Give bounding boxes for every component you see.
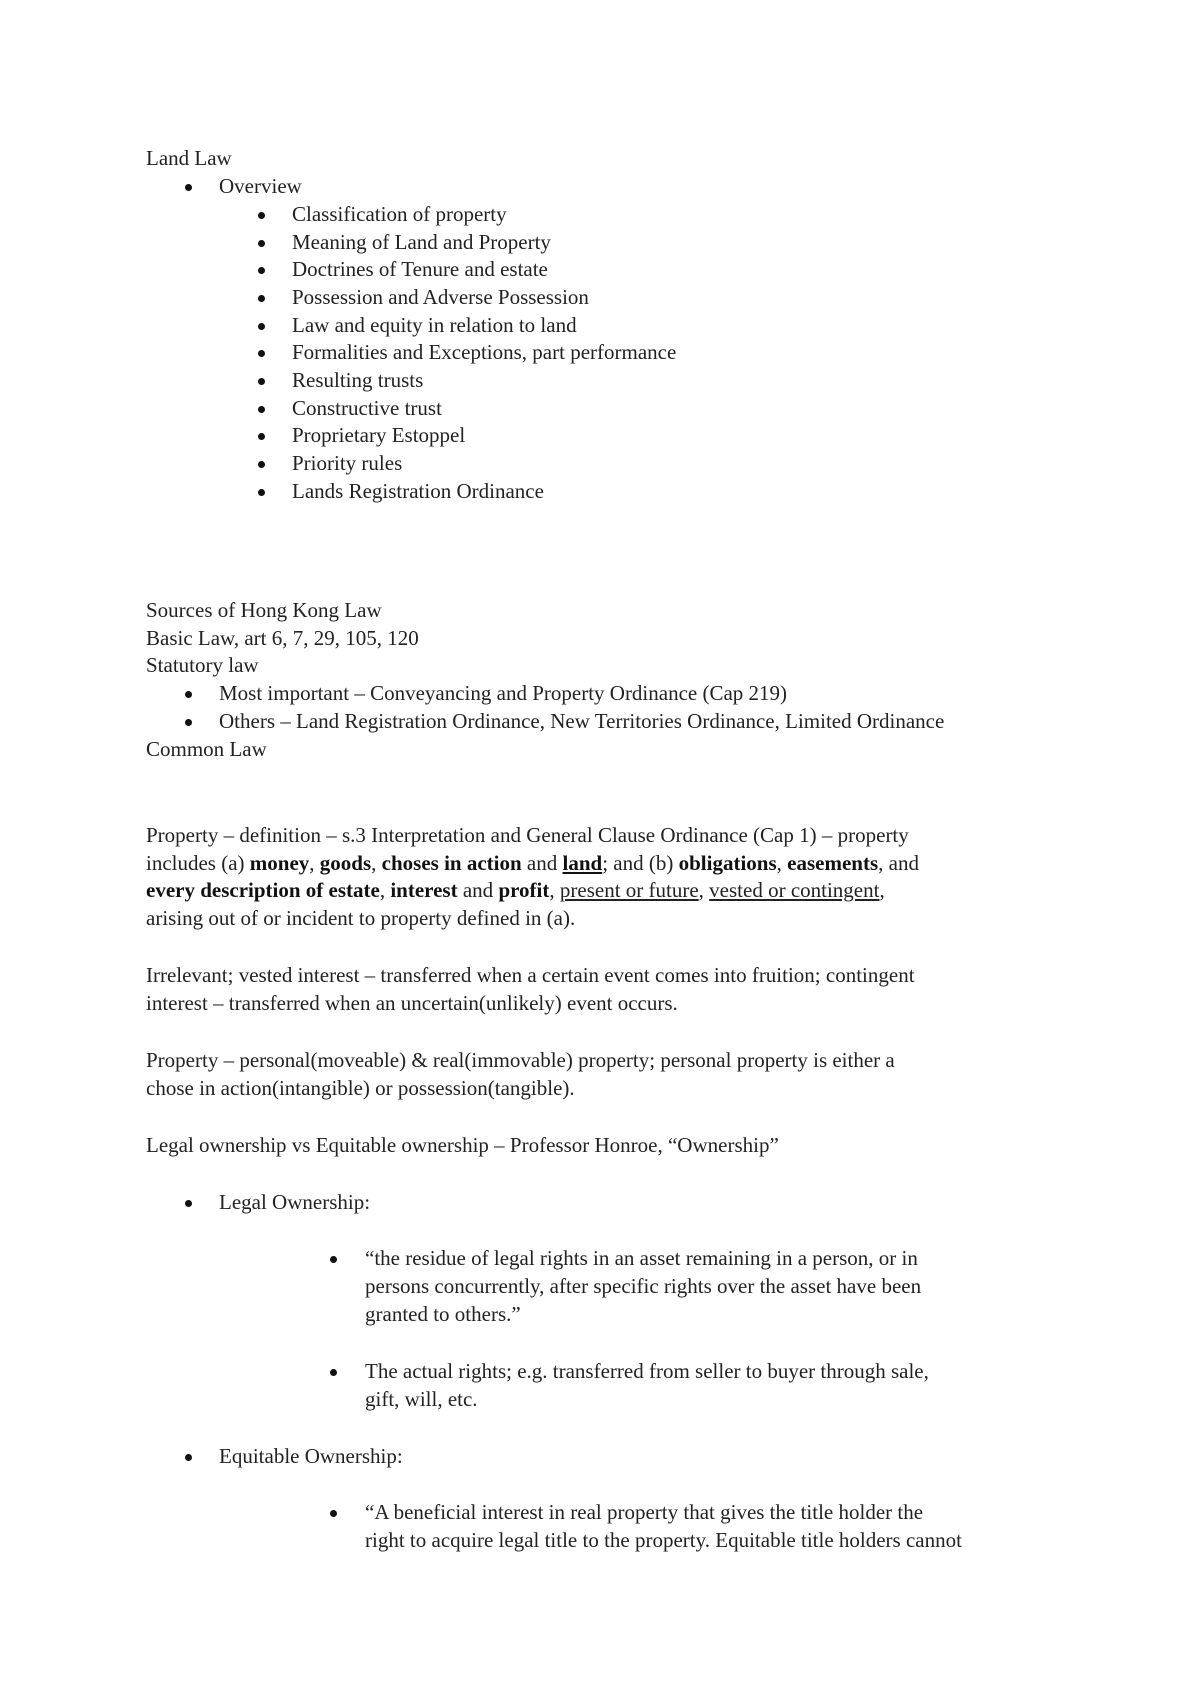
text-run: and <box>457 878 499 902</box>
bullet-icon <box>258 461 265 468</box>
document-title: Land Law <box>146 146 232 170</box>
bullet-icon <box>330 1256 337 1263</box>
statutory-item: Others – Land Registration Ordinance, New Territories Ordinance, Limited Ordinance <box>219 709 945 733</box>
overview-label: Overview <box>219 174 302 198</box>
overview-item: Doctrines of Tenure and estate <box>292 257 548 281</box>
bold-term: interest <box>390 878 458 902</box>
personal-real-line: chose in action(intangible) or possession(tangible). <box>146 1076 575 1100</box>
legal-quote-line: persons concurrently, after specific rights over the asset have been <box>365 1274 922 1298</box>
bullet-icon <box>258 489 265 496</box>
bullet-icon <box>185 691 192 698</box>
ownership-heading: Legal ownership vs Equitable ownership – Professor Honroe, “Ownership” <box>146 1133 779 1157</box>
overview-item: Law and equity in relation to land <box>292 313 577 337</box>
bold-underlined-term: land <box>562 851 603 875</box>
text-run: includes (a) <box>146 851 250 875</box>
property-definition-line <box>146 876 885 904</box>
bullet-icon <box>185 184 192 191</box>
statutory-item: Most important – Conveyancing and Property Ordinance (Cap 219) <box>219 681 788 705</box>
overview-item: Classification of property <box>292 202 507 226</box>
text-run: , <box>549 878 560 902</box>
bold-term: obligations <box>678 851 777 875</box>
overview-item: Resulting trusts <box>292 368 424 392</box>
bullet-icon <box>258 378 265 385</box>
legal-actual-line: The actual rights; e.g. transferred from seller to buyer through sale, <box>365 1359 929 1383</box>
text-run: , <box>379 878 391 902</box>
text-run: and <box>521 851 563 875</box>
text-run: , and <box>878 851 919 875</box>
bullet-icon <box>258 295 265 302</box>
bullet-icon <box>258 350 265 357</box>
text-run: , <box>309 851 320 875</box>
bullet-icon <box>258 212 265 219</box>
legal-quote-line: “the residue of legal rights in an asset remaining in a person, or in <box>365 1246 918 1270</box>
sources-heading: Sources of Hong Kong Law <box>146 598 382 622</box>
bold-term: choses in action <box>381 851 522 875</box>
bullet-icon <box>185 719 192 726</box>
bullet-icon <box>258 406 265 413</box>
overview-item: Lands Registration Ordinance <box>292 479 544 503</box>
bullet-icon <box>258 240 265 247</box>
bullet-icon <box>330 1510 337 1517</box>
property-definition-line <box>146 849 919 877</box>
bullet-icon <box>258 323 265 330</box>
vested-interest-line: interest – transferred when an uncertain(unlikely) event occurs. <box>146 991 678 1015</box>
text-run: , <box>776 851 788 875</box>
property-definition-line: arising out of or incident to property defined in (a). <box>146 906 576 930</box>
overview-item: Constructive trust <box>292 396 442 420</box>
bullet-icon <box>258 433 265 440</box>
overview-item: Possession and Adverse Possession <box>292 285 589 309</box>
overview-item: Meaning of Land and Property <box>292 230 551 254</box>
common-law-line: Common Law <box>146 737 267 761</box>
bold-term: easements <box>787 851 879 875</box>
vested-interest-line: Irrelevant; vested interest – transferred when a certain event comes into fruition; contingent <box>146 963 915 987</box>
bullet-icon <box>258 267 265 274</box>
bold-term: goods <box>319 851 372 875</box>
text-run: , <box>698 878 710 902</box>
equitable-quote-line: “A beneficial interest in real property that gives the title holder the <box>365 1500 924 1524</box>
bold-term: profit <box>498 878 550 902</box>
personal-real-line: Property – personal(moveable) & real(immovable) property; personal property is either a <box>146 1048 895 1072</box>
legal-actual-line: gift, will, etc. <box>365 1387 478 1411</box>
overview-item: Proprietary Estoppel <box>292 423 466 447</box>
legal-ownership-label: Legal Ownership: <box>219 1190 371 1214</box>
overview-item: Priority rules <box>292 451 403 475</box>
text-run: ; and (b) <box>602 851 679 875</box>
basic-law-line: Basic Law, art 6, 7, 29, 105, 120 <box>146 626 419 650</box>
underlined-term: present or future <box>559 878 699 902</box>
bold-term: money <box>249 851 310 875</box>
statutory-law-line: Statutory law <box>146 653 259 677</box>
bullet-icon <box>330 1369 337 1376</box>
text-run: , <box>879 878 885 902</box>
property-definition-line: Property – definition – s.3 Interpretation and General Clause Ordinance (Cap 1) – property <box>146 823 909 847</box>
text-run: , <box>371 851 382 875</box>
bold-term: every description of estate <box>146 878 380 902</box>
legal-quote-line: granted to others.” <box>365 1302 521 1326</box>
bullet-icon <box>185 1454 192 1461</box>
underlined-term: vested or contingent <box>709 878 880 902</box>
bullet-icon <box>185 1200 192 1207</box>
equitable-quote-line: right to acquire legal title to the property. Equitable title holders cannot <box>365 1528 962 1552</box>
overview-item: Formalities and Exceptions, part performance <box>292 340 677 364</box>
equitable-ownership-label: Equitable Ownership: <box>219 1444 403 1468</box>
